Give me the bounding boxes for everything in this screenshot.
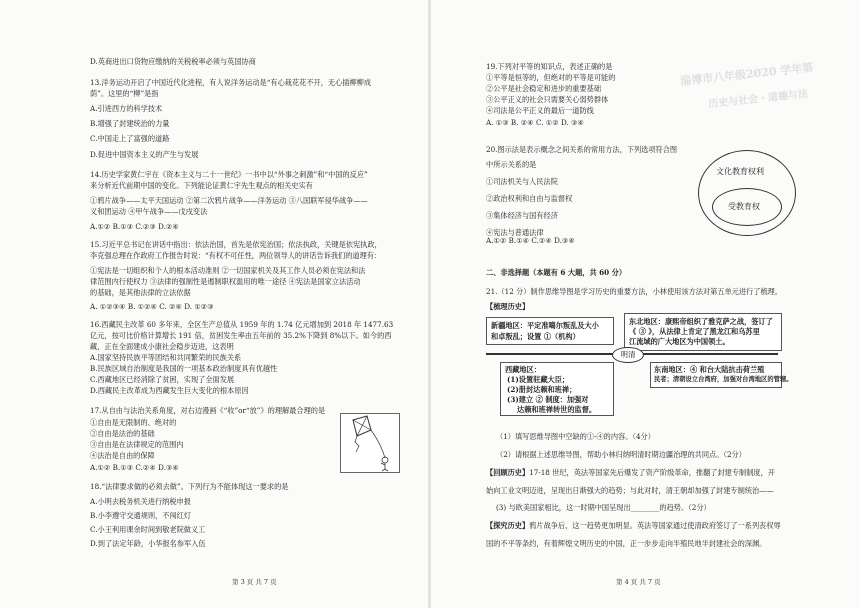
explore-history-line2: 国的不平等条约，有着辉煌文明历史的中国，正一步步走向半殖民地半封建社会的深渊。 [486,539,767,548]
q20-choices: A.①② B.①④ C.②④ D.③④ [486,236,575,245]
q19-option-2: ②公平是社会稳定和进步的重要基础 [486,84,602,93]
q20-option-4: ④宪法与普通法律 [486,228,544,237]
q19-option-1: ①平等是恒等的，但绝对的平等是可能的 [486,73,616,82]
q17-choices: A.①② B.①③ C.②④ D.③④ [90,463,179,472]
tibet-line4: 达赖和班禅转世的监督。 [517,405,597,414]
q15-choices: A. ①②③④ B. ①②④ C. ②④ D. ①②③ [90,302,214,311]
q14-stem-line2: 来分析近代前期中国的变化。下列能论证黄仁宇先生观点的相关史实有 [90,181,313,190]
q15-options-line3: 的基础，是其他法律的立法依据 [90,288,191,297]
q13-stem-line2: 荫”。这里的“柳”是指 [90,89,159,98]
xinjiang-line2: 和卓叛乱；设置 ①（机构） [491,332,580,341]
q19-choices: A. ①③ B. ②④ C. ①② D. ③④ [486,118,584,127]
southeast-line1: 东南地区：④ 和台大陆抗击荷兰殖 [654,365,765,374]
q14-choices: A.①② B.①③ C.②③ D.②④ [90,222,179,231]
q15-stem-line1: 15.习近平总书记在讲话中指出：依法治国，首先是依宪治国；依法执政，关键是依宪执政， [90,240,382,249]
q16-stem-line3: 藏，正在全面建成小康社会稳步迈进，这表明 [90,342,234,351]
ghost-subtitle-bleed: 历史与社会・道德与法 [707,88,809,111]
northeast-line1: 东北地区：康熙帝组织了雅克萨之战，签订了 [629,317,773,326]
q20-option-2: ②政治权利和自由与监督权 [486,194,573,203]
tibet-line3: (3)建立 ② 制度：加强对 [507,395,589,404]
q18-option-b: B.小李遵守交通规则，不闯红灯 [90,511,192,520]
q13-option-d: D.促进中国资本主义的产生与发展 [90,150,199,159]
q16-option-b: B.民族区域自治制度是我国的一项基本政治制度具有优越性 [90,364,278,373]
explore-text-1: 鸦片战争后，这一趋势更加明显。英法等国家通过使清政府签订了一系列丧权辱 [529,521,781,530]
mindmap-northeast-box [624,313,782,351]
venn-inner-label: 受教育权 [728,202,760,211]
q17-option-4: ④法治是自由的保障 [90,451,155,460]
northeast-line3: 江流域的广大地区为中国领土。 [629,337,730,346]
cartoon-kite-image [340,413,400,473]
q19-option-4: ④司法是公平正义的最后一道防线 [486,106,594,115]
tibet-line1: (1)设置驻藏大臣； [507,375,570,384]
page-footer-left: 第 3 页 共 7 页 [232,578,277,586]
review-text-1: 17-18 世纪，英法等国家先后爆发了资产阶级革命，推翻了封建专制制度，开 [529,468,775,477]
mindmap-xinjiang-box [486,317,614,345]
mindmap-tibet-box [500,362,614,416]
q18-option-a: A.小明去税务机关进行纳税申报 [90,497,191,506]
q16-option-a: A.国家坚持民族平等团结和共同繁荣的民族关系 [90,353,242,362]
review-label: 【回顾历史】 [486,468,530,477]
q21-header-sort-history: 【梳理历史】 [486,302,530,311]
q20-option-1: ①司法机关与人民法院 [486,177,558,186]
q18-option-d: D.到了法定年龄，小华报名参军入伍 [90,539,206,548]
q13-option-a: A.引进西方的科学技术 [90,104,163,113]
q14-stem-line1: 14.历史学家黄仁宇在《资本主义与二十一世纪》一书中以“外事之刺激”和“中国的反应” [90,170,368,179]
kite-drawing-icon [341,414,399,472]
q18-stem: 18.“法律要求做的必须去做”。下列行为不能体现这一要求的是 [90,482,289,491]
northeast-line2: 《 ③ 》，从法律上肯定了黑龙江和乌苏里 [629,327,760,336]
q17-option-2: ②自由是法治的基础 [90,429,155,438]
q20-stem-line2: 中所示关系的是 [486,160,537,169]
q21-subquestion-2: （2）请根据上述思维导图，帮助小林归纳明清时期边疆治理的共同点。（2分） [496,450,746,459]
xinjiang-line1: 新疆地区：平定准噶尔叛乱及大小 [491,321,599,330]
q14-options-line2: 义和团运动 ④甲午战争——戊戌变法 [90,207,208,216]
review-history-line2: 始向工业文明迈进，呈现出日渐强大的趋势；与此对时，清王朝却加强了封建专制统治—— [486,486,774,495]
mindmap-center-node: 明清 [612,347,644,363]
explore-history-line1 [486,521,781,530]
q17-option-3: ③自由是在法律规定的范围内 [90,440,184,449]
page-footer-right: 第 4 页 共 7 页 [616,578,661,586]
q19-option-3: ③公平正义的社会只需要关心弱势群体 [486,95,609,104]
q19-stem: 19.下列对平等的知识点，表述正确的是 [486,62,613,71]
q12-option-d: D.英商进出口货物应缴纳的关税税率必须与英国协商 [90,57,256,66]
page-gutter [428,0,431,608]
q20-option-3: ③集体经济与国有经济 [486,211,558,220]
southeast-line2: 民者；清朝设立台湾府，加强对台湾地区的管辖。 [654,376,793,383]
mindmap-southeast-box [650,362,793,388]
venn-outer-label: 文化教育权利 [716,167,764,176]
q13-option-c: C.中国走上了富强的道路 [90,134,170,143]
q13-stem-line1: 13.洋务运动开启了中国近代化进程，有人说洋务运动是“有心栽花花不开，无心插柳柳成 [90,78,372,87]
q16-option-c: C.西藏地区已经消除了贫困，实现了全面发展 [90,375,235,384]
q15-stem-line2: 李克强总理在作政府工作报告时说：“有权不可任性，两位领导人的讲话告诉我们的道理有： [90,251,382,260]
q18-option-c: C.小王利用课余时间到敬老院做义工 [90,525,206,534]
q16-stem-line1: 16.西藏民主改革 60 多年来，全区生产总值从 1959 年的 1.74 亿元增加到 2018 年 1477.63 [90,320,394,329]
explore-label: 【探究历史】 [486,521,530,530]
tibet-title: 西藏地区： [505,365,541,374]
q13-option-b: B.增强了封建统治的力量 [90,119,170,128]
q15-options-line1: ①宪法是一切组织和个人的根本活动准则 ②一切国家机关及其工作人员必须在宪法和法 [90,266,366,275]
section-two-heading: 二、非选择题（本题有 6 大题，共 60 分） [486,268,627,277]
ghost-title-bleed: 淄博市八年级2020 学年第 [679,61,814,88]
q17-option-1: ①自由是无限制的、绝对的 [90,418,177,427]
q14-options-line1: ①鸦片战争——太平天国运动 ②第二次鸦片战争——洋务运动 ③八国联军侵华战争—— [90,196,368,205]
q17-stem: 17.从自由与法治关系角度，对右边漫画《“收”or“放”》的理解最合理的是 [90,406,326,415]
q21-stem: 21.（12 分）制作思维导图是学习历史的重要方法，小林使用该方法对第五单元进行了梳理。 [486,287,782,296]
review-history-line1 [486,468,775,477]
q21-subquestion-1: （1）填写思维导图中空缺的①-④的内容。（4分） [496,432,655,441]
q16-stem-line2: 亿元，按可比价格计算增长 191 倍，贫困发生率由五年前的 35.2%下降到 8%以下。如今的西 [90,331,392,340]
tibet-line2: (2)册封达赖和班禅； [507,385,577,394]
q21-subquestion-3: (3) 与欧美国家相比，这一时期中国呈现出________的趋势。（2分） [496,503,711,512]
q16-option-d: D.西藏民主改革成为西藏发生巨大变化的根本原因 [90,386,249,395]
q15-options-line2: 律范围内行使权力 ③法律的强制性是遏制职权滥用的唯一途径 ④宪法是国家立法活动 [90,277,361,286]
q20-stem-line1: 20.图示法是表示概念之间关系的常用方法，下列选项符合图 [486,145,678,154]
